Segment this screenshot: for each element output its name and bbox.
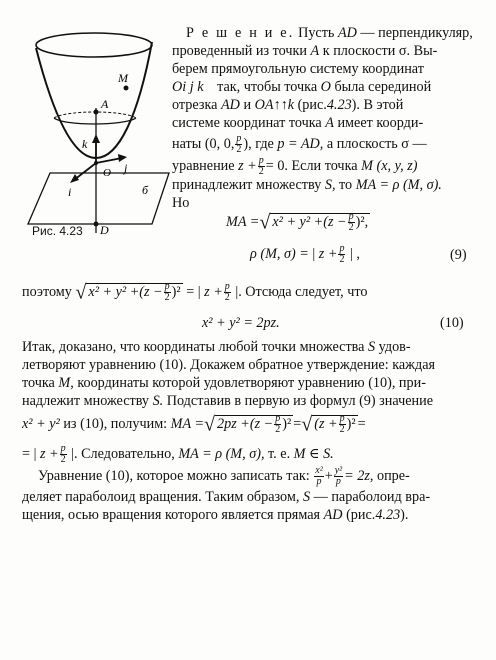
vector-i: [74, 163, 96, 180]
formula-9-line1: MA =√ x² + y² +(z − $\frac{p}{2}$ )²,: [226, 211, 369, 234]
p1-line3: берем прямоугольную систему координат: [172, 61, 424, 77]
p4-line3: щения, осью вращения которого является прямая AD (рис.4.23).: [22, 507, 409, 523]
plane-sigma: [28, 173, 169, 224]
label-i: i: [68, 185, 72, 199]
formula-9-line2: ρ (M, σ) = | z + $\frac{p}{2}$ | ,: [250, 243, 360, 265]
p2-line: поэтому √ x² + y² +(z − $\frac{p}{2}$ )² = | z + $\frac{p}{2}$ |. Отсюда следует, что: [22, 281, 368, 304]
label-D: D: [100, 223, 109, 237]
p1-line10: Но: [172, 195, 190, 211]
p3-line3: точка M, координаты которой удовлетворяют уравнению (10), при-: [22, 375, 426, 391]
figure-4-23: [14, 18, 174, 248]
p1-line9: принадлежит множеству S, то MA = ρ (M, σ).: [172, 177, 442, 193]
paraboloid-top-rim: [36, 33, 152, 57]
p3-line1: Итак, доказано, что координаты любой точки множества S удов-: [22, 339, 411, 355]
vector-j: [96, 158, 122, 163]
solution-heading: Р е ш е н и е.: [186, 25, 295, 41]
formula-10-number: (10): [440, 315, 464, 331]
p3-line4: надлежит множеству S. Подставив в первую из формул (9) значение: [22, 393, 433, 409]
p3-line5: x² + y² из (10), получим: MA =√ 2pz +(z − $\frac{p}{2}$ )² =√ (z + $\frac{p}{2}$ )² =: [22, 413, 366, 436]
p1-line4: Oi j k так, чтобы точка O была серединой: [172, 79, 432, 95]
p1-line8: уравнение z + $\frac{p}{2}$ = 0. Если точка M (x, y, z): [172, 155, 418, 177]
point-O: [94, 161, 98, 165]
p3-line6: = | z + $\frac{p}{2}$ |. Следовательно, MA = ρ (M, σ), т. е. M ∈ S.: [22, 443, 334, 465]
point-D: [94, 222, 99, 227]
figure-caption: Рис. 4.23: [32, 224, 83, 238]
p4-line1: Уравнение (10), которое можно записать так: $\frac{\text{x²}}{p}$ + $\frac{\text{y²}}{p}$ = 2z, опре-: [38, 465, 410, 487]
p3-line2: летворяют уравнению (10). Докажем обратное утверждение: каждая: [22, 357, 436, 373]
p1-line1: Р е ш е н и е. Пусть AD — перпендикуляр,: [186, 25, 473, 41]
label-j: j: [124, 161, 128, 175]
p1-line5: отрезка AD и OA↑↑k (рис.4.23). В этой: [172, 97, 404, 113]
p4-line2: деляет параболоид вращения. Таким образом, S — параболоид вра-: [22, 489, 431, 505]
point-A: [94, 110, 99, 115]
label-O: O: [103, 167, 111, 179]
p1-line7: наты (0, 0, $\frac{p}{2}$ ), где p = AD, а плоскость σ —: [172, 133, 427, 155]
formula-9-number: (9): [450, 247, 467, 263]
p1-line2: проведенный из точки A к плоскости σ. Вы-: [172, 43, 438, 59]
label-k: k: [82, 137, 88, 151]
label-M: M: [118, 71, 128, 85]
label-sigma: б: [142, 183, 149, 197]
paraboloid-diagram: [14, 18, 174, 248]
point-M: [124, 86, 129, 91]
label-A: A: [101, 97, 109, 111]
p1-line6: системе координат точка A имеет коорди-: [172, 115, 424, 131]
formula-10: x² + y² = 2pz.: [202, 315, 280, 331]
